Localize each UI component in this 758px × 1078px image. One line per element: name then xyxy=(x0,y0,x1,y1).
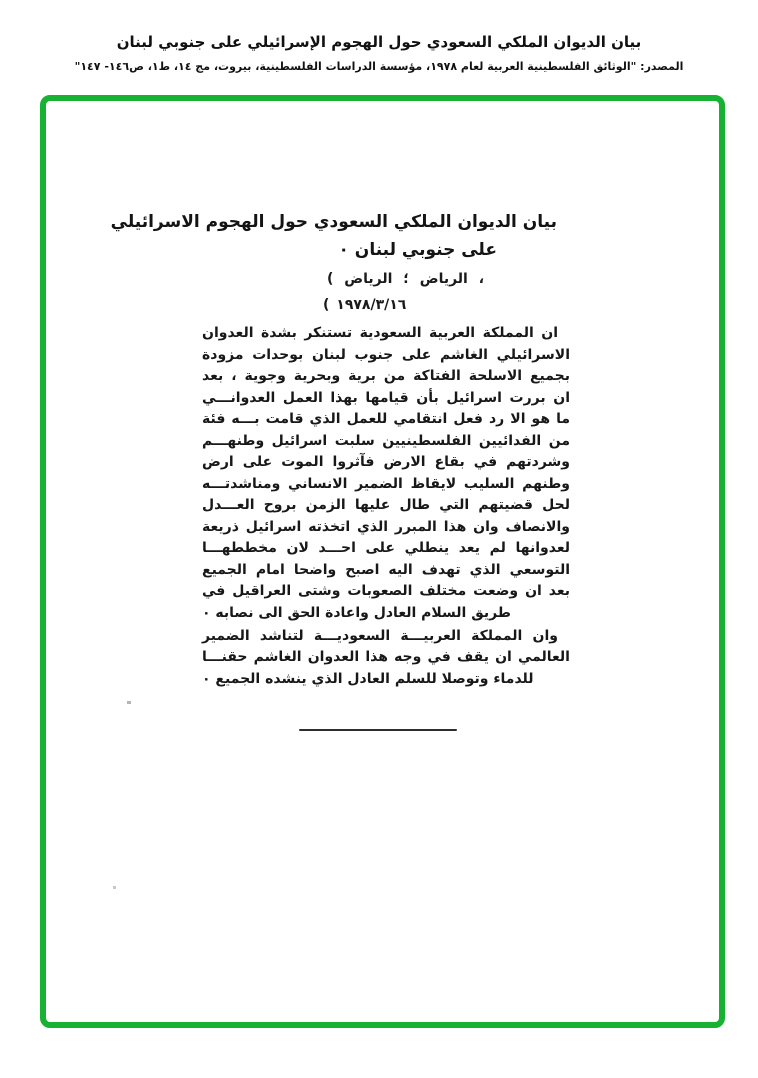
body-line: بجميع الاسلحة الفتاكة من برية وبحرية وجوية ، بعد xyxy=(202,368,570,384)
body-line: طريق السلام العادل واعادة الحق الى نصابه ٠ xyxy=(202,605,511,621)
body-line: التوسعي الذي تهدف اليه اصبح واضحا امام الجميع xyxy=(202,562,570,578)
dateline-place: ( الرياض ؛ الرياض ، xyxy=(327,271,485,287)
body-line: والانصاف وان هذا المبرر الذي اتخذته اسرائيل ذريعة xyxy=(202,519,570,535)
body-line: العالمي ان يقف في وجه هذا العدوان الغاشم حقنـــا xyxy=(202,649,570,665)
scan-artifact-line xyxy=(299,729,457,731)
scan-speck xyxy=(113,886,116,889)
body-line: لحل قضيتهم التي طال عليها الزمن بروح العـــدل xyxy=(202,497,570,513)
scan-speck xyxy=(127,701,131,704)
body-line: لعدوانها لم يعد ينطلي على احـــد لان مخططهـــا xyxy=(202,540,570,556)
document-title-line-1: بيان الديوان الملكي السعودي حول الهجوم الاسرائيلي xyxy=(110,212,557,232)
body-line: وشردتهم في بقاع الارض فآثروا الموت على ارض xyxy=(202,454,570,470)
body-line: للدماء وتوصلا للسلم العادل الذي ينشده الجميع ٠ xyxy=(202,671,534,687)
page-header-title: بيان الديوان الملكي السعودي حول الهجوم الإسرائيلي على جنوبي لبنان xyxy=(116,33,642,51)
page-header-source-citation: المصدر: "الوثائق الفلسطينية العربية لعام ١٩٧٨، مؤسسة الدراسات الفلسطينية، بيروت، مج ١٤، ط١، ص١٤٦- ١٤٧" xyxy=(74,60,684,73)
body-line: وطنهم السليب لايقاظ الضمير الانساني ومناشدتـــه xyxy=(202,476,570,492)
dateline-date: ( ١٩٧٨/٣/١٦ xyxy=(323,297,407,313)
body-line: ان بررت اسرائيل بأن قيامها بهذا العمل العدوانـــي xyxy=(202,390,570,406)
body-line: وان المملكة العربيـــة السعوديـــة لتناشد الضمير xyxy=(202,628,558,644)
body-line: من الفدائيين الفلسطينيين سلبت اسرائيل وطنهـــم xyxy=(202,433,570,449)
body-line: ان المملكة العربية السعودية تستنكر بشدة العدوان xyxy=(202,325,558,341)
body-line: بعد ان وضعت مختلف الصعوبات وشتى العراقيل في xyxy=(202,583,570,599)
body-line: الاسرائيلي الغاشم على جنوب لبنان بوحدات مزودة xyxy=(202,347,570,363)
body-line: ما هو الا رد فعل انتقامي للعمل الذي قامت بـــه فئة xyxy=(202,411,570,427)
document-title-line-2: على جنوبي لبنان ٠ xyxy=(338,240,497,260)
